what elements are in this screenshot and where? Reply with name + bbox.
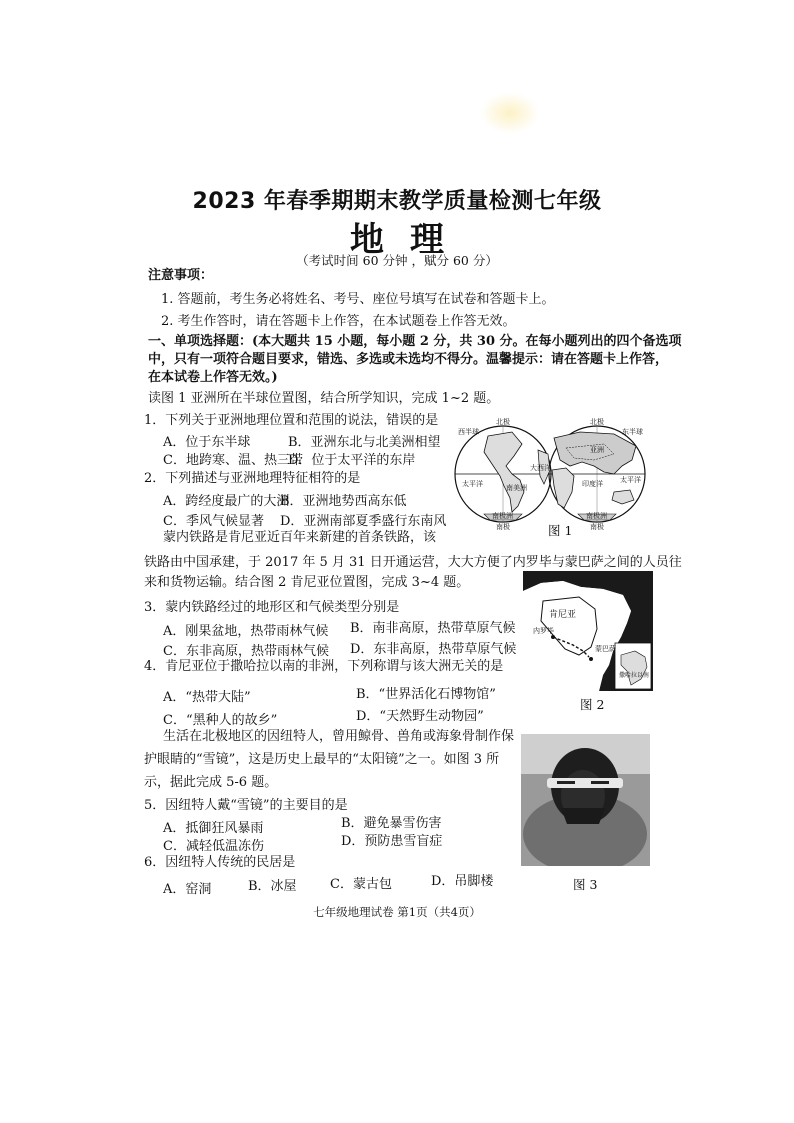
q2-option-a: A．跨经度最广的大洲	[163, 494, 290, 509]
q2-option-b: B．亚洲地势西高东低	[280, 494, 407, 509]
q3-option-b: B．南非高原，热带草原气候	[350, 621, 516, 636]
fig2-mombasa-label: 蒙巴萨	[595, 645, 616, 653]
fig1-south-pole-right: 南极	[590, 523, 604, 530]
section1-line1: 一、单项选择题：(本大题共 15 小题，每小题 2 分，共 30 分。在每小题列出的四个备选项	[148, 334, 682, 349]
fig1-west-hemisphere: 西半球	[458, 428, 479, 436]
q5-option-d: D．预防患雪盲症	[341, 834, 443, 849]
fig1-pacific-right: 太平洋	[620, 476, 641, 484]
q5-stem: 5．因纽特人戴“雪镜”的主要目的是	[144, 798, 348, 813]
q1-option-c: C．地跨寒、温、热三带	[163, 453, 303, 468]
q6-option-b: B．冰屋	[248, 879, 297, 894]
section1-line3: 在本试卷上作答无效。)	[148, 370, 278, 385]
q2-option-c: C．季风气候显著	[163, 514, 264, 529]
figure-1-hemispheres	[454, 414, 646, 530]
exam-info: （考试时间 60 分钟 ，赋分 60 分）	[296, 253, 498, 268]
fig1-pacific: 太平洋	[462, 480, 483, 488]
q6-stem: 6．因纽特人传统的民居是	[144, 855, 296, 870]
q5-option-b: B．避免暴雪伤害	[341, 816, 442, 831]
figure-3-snow-goggles-photo	[521, 734, 650, 866]
intro-q5-6-line1: 生活在北极地区的因纽特人，曾用鲸骨、兽角或海象骨制作保	[163, 729, 515, 744]
q4-option-a: A．“热带大陆”	[163, 690, 251, 705]
fig1-indian: 印度洋	[582, 480, 603, 488]
intro-q5-6-line2: 护眼睛的“雪镜”，这是历史上最早的“太阳镜”之一。如图 3 所	[144, 752, 500, 767]
paper-stain	[480, 92, 540, 134]
q1-stem: 1．下列关于亚洲地理位置和范围的说法，错误的是	[144, 413, 439, 428]
intro-q3-4-line3: 来和货物运输。结合图 2 肯尼亚位置图，完成 3~4 题。	[144, 575, 470, 590]
fig2-sahara-south-label: 撒哈拉以南	[619, 672, 650, 679]
fig1-antarctica-left: 南极洲	[492, 512, 513, 520]
figure-3-caption: 图 3	[573, 877, 598, 892]
fig1-atlantic: 大西洋	[530, 464, 551, 472]
fig1-east-hemisphere: 东半球	[622, 428, 643, 436]
fig1-north-pole-right: 北极	[590, 418, 604, 426]
q1-option-a: A．位于东半球	[163, 435, 251, 450]
q4-option-d: D．“天然野生动物园”	[356, 709, 484, 724]
intro-q5-6-line3: 示，据此完成 5-6 题。	[144, 775, 278, 790]
intro-q3-4-line2: 铁路由中国承建，于 2017 年 5 月 31 日开通运营，大大方便了内罗毕与蒙巴萨之间的人员往	[144, 555, 682, 570]
q6-option-c: C．蒙古包	[330, 877, 392, 892]
q2-stem: 2．下列描述与亚洲地理特征相符的是	[144, 471, 361, 486]
page-footer: 七年级地理试卷 第1页（共4页）	[313, 905, 481, 919]
q6-option-a: A．窑洞	[163, 882, 212, 897]
fig1-south-pole-left: 南极	[496, 523, 510, 530]
fig1-antarctica-right: 南极洲	[586, 512, 607, 520]
notice-item-2: 2. 考生作答时，请在答题卡上作答，在本试题卷上作答无效。	[161, 314, 516, 329]
q4-option-c: C．“黑种人的故乡”	[163, 713, 278, 728]
intro-q1-2: 读图 1 亚洲所在半球位置图，结合所学知识，完成 1~2 题。	[148, 391, 500, 406]
fig1-asia: 亚洲	[590, 446, 604, 454]
section1-line2: 中，只有一项符合题目要求，错选、多选或未选均不得分。温馨提示：请在答题卡上作答，	[148, 352, 669, 367]
figure-2-kenya-map	[523, 571, 653, 691]
notice-item-1: 1. 答题前，考生务必将姓名、考号、座位号填写在试卷和答题卡上。	[161, 292, 555, 307]
fig1-south-america: 南美洲	[506, 484, 527, 492]
figure-2-caption: 图 2	[580, 697, 605, 712]
q3-option-d: D．东非高原，热带草原气候	[350, 642, 517, 657]
q6-option-d: D．吊脚楼	[431, 874, 494, 889]
fig1-north-pole-left: 北极	[496, 418, 510, 426]
q5-option-c: C．减轻低温冻伤	[163, 839, 264, 854]
subject-title: 地理	[350, 220, 470, 260]
q3-option-a: A．刚果盆地，热带雨林气候	[163, 624, 329, 639]
notice-heading: 注意事项：	[148, 268, 214, 283]
q4-option-b: B．“世界活化石博物馆”	[356, 687, 496, 702]
intro-q3-4-line1: 蒙内铁路是肯尼亚近百年来新建的首条铁路，该	[163, 530, 437, 545]
q1-option-b: B．亚洲东北与北美洲相望	[288, 435, 441, 450]
q4-stem: 4．肯尼亚位于撒哈拉以南的非洲，下列称谓与该大洲无关的是	[144, 659, 504, 674]
figure-1-caption: 图 1	[548, 523, 573, 538]
fig2-nairobi-label: 内罗毕	[533, 627, 554, 635]
fig2-kenya-label: 肯尼亚	[549, 610, 577, 620]
q3-option-c: C．东非高原，热带雨林气候	[163, 644, 329, 659]
q3-stem: 3．蒙内铁路经过的地形区和气候类型分别是	[144, 600, 400, 615]
exam-title: 2023 年春季期期末教学质量检测七年级	[192, 189, 602, 214]
q2-option-d: D．亚洲南部夏季盛行东南风	[280, 514, 447, 529]
q1-option-d: D．位于太平洋的东岸	[288, 453, 416, 468]
q5-option-a: A．抵御狂风暴雨	[163, 821, 264, 836]
